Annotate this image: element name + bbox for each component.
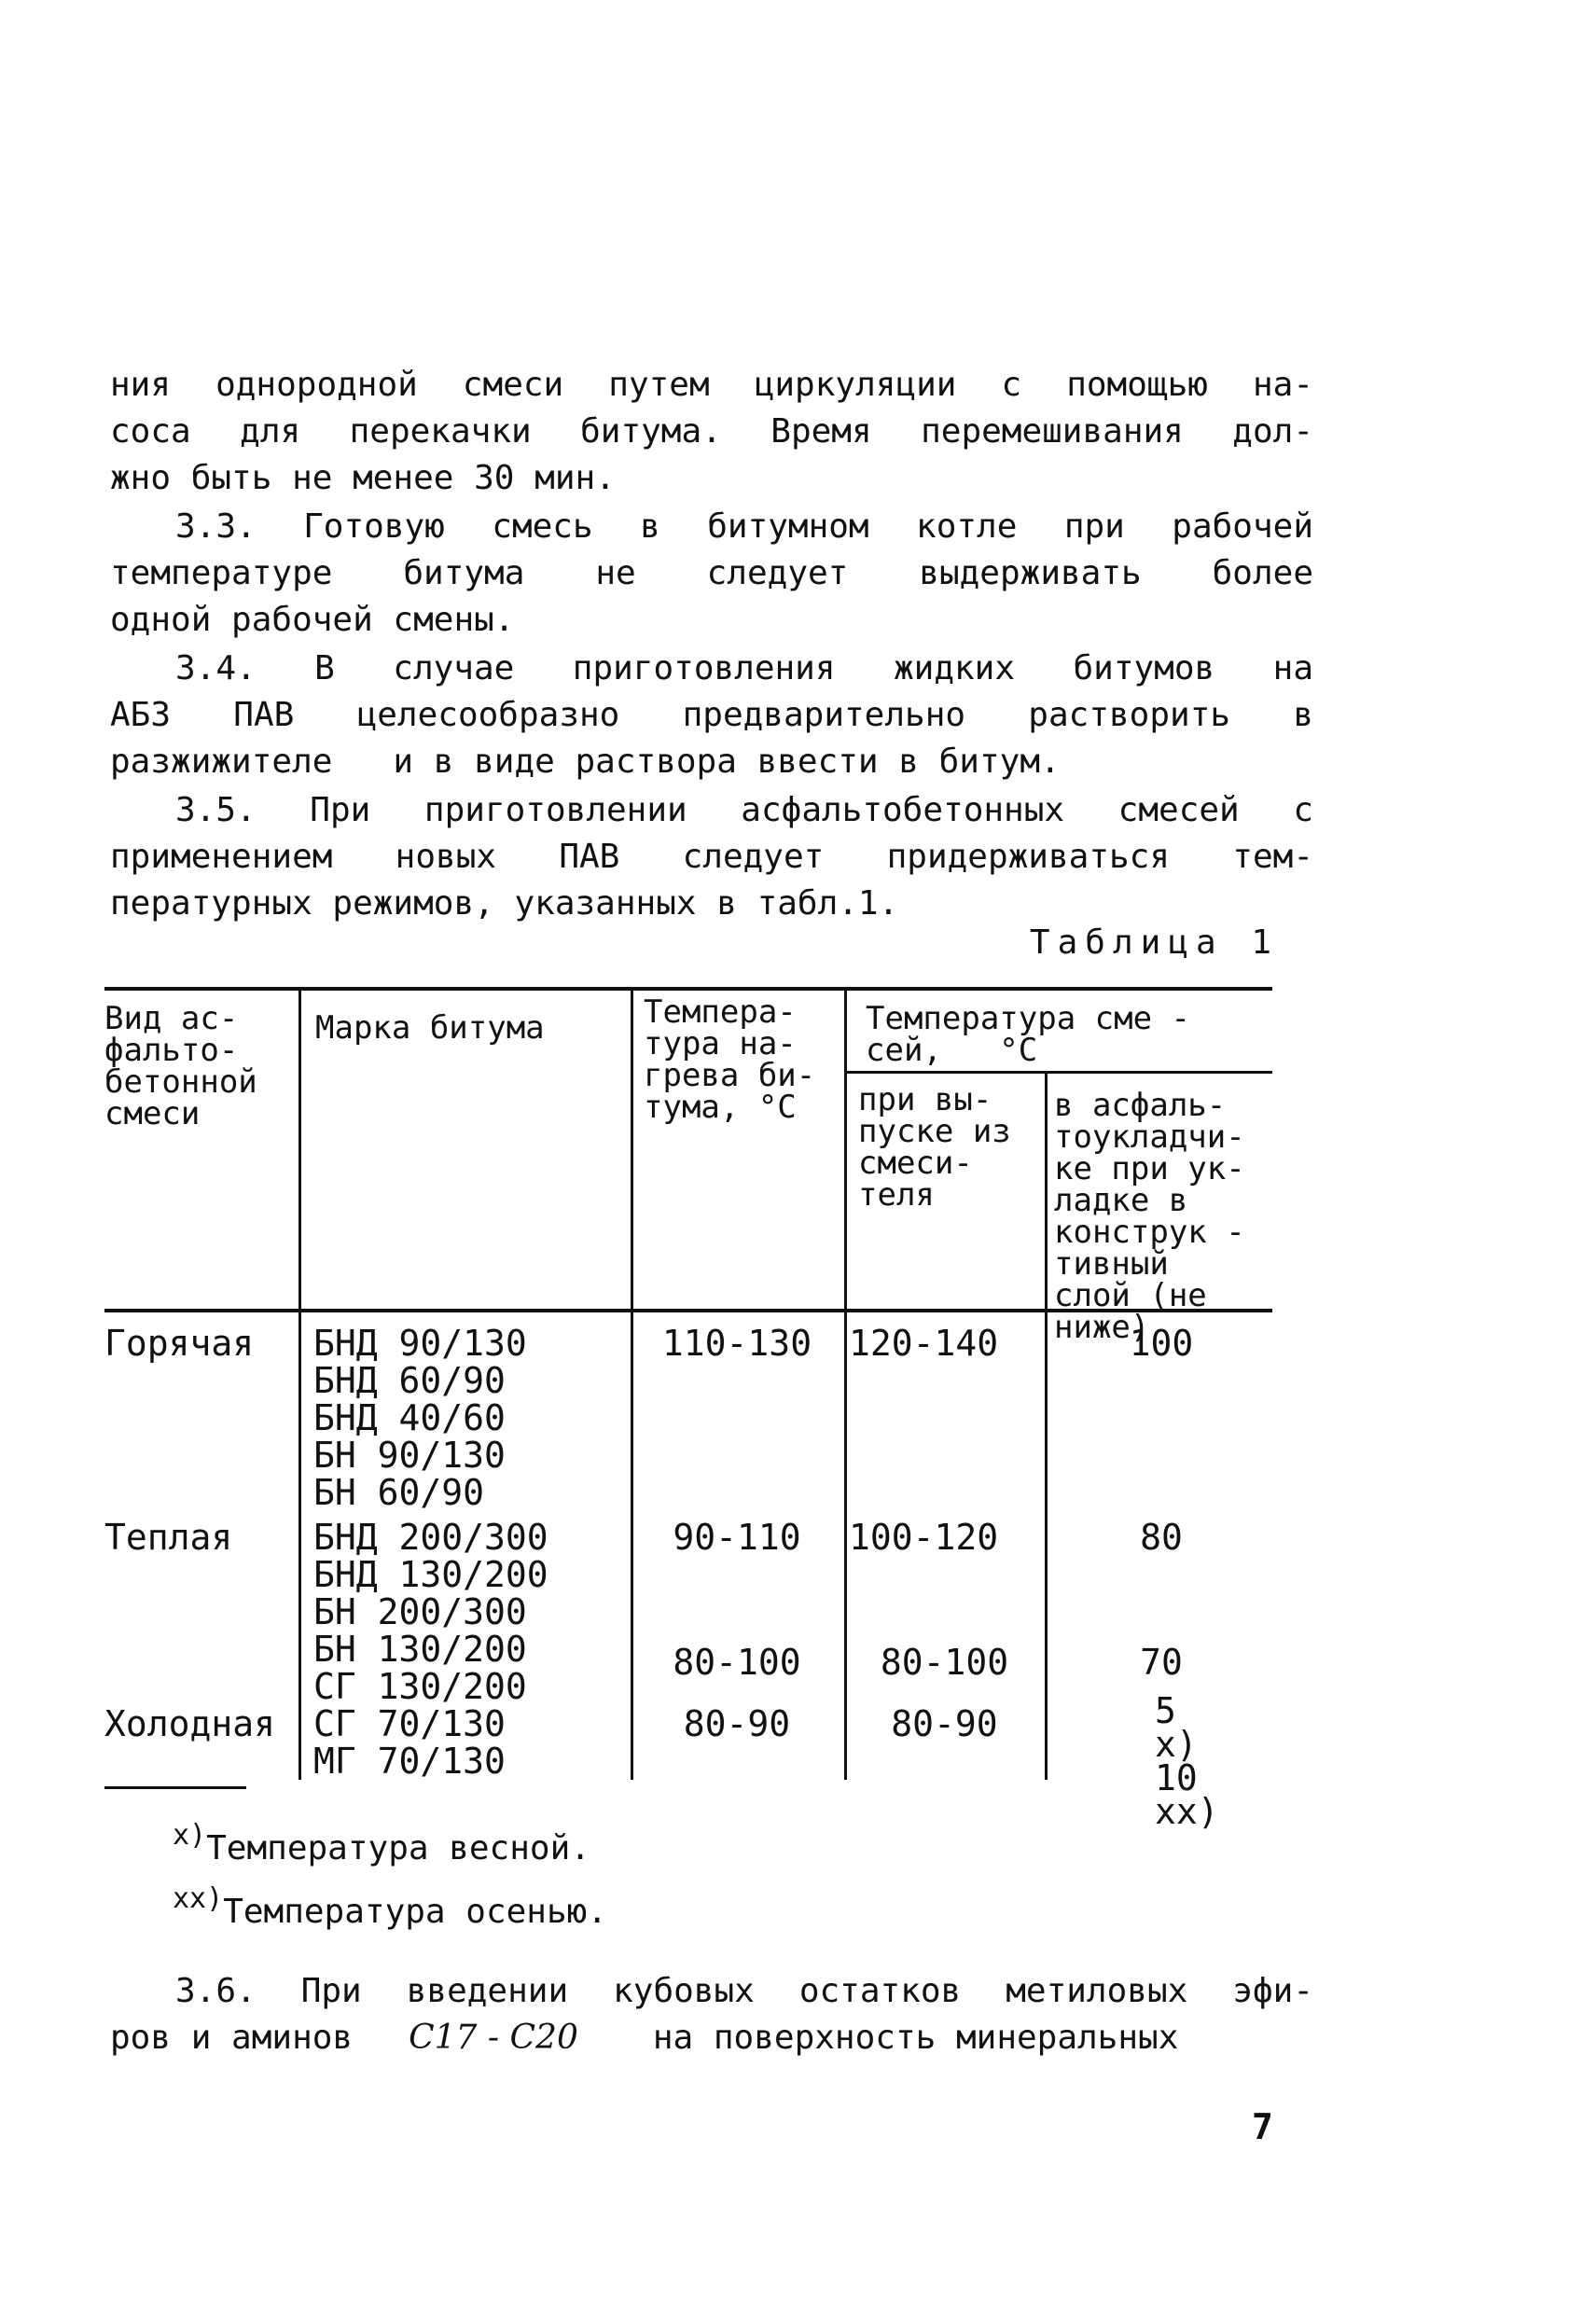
paragraph-3-3: [110, 504, 1313, 644]
row-paver-hot: 100: [1129, 1323, 1194, 1364]
text-line: пературных режимов, указанных в табл.1.: [110, 884, 899, 923]
footnote-autumn: [173, 1882, 607, 1931]
row-heat-hot: 110-130: [661, 1323, 812, 1364]
text-line: [110, 2015, 1313, 2061]
header-mix-type: Вид ас- фальто- бетонной смеси: [104, 1000, 257, 1132]
text-line: разжижителе и в виде раствора ввести в битум.: [110, 743, 1061, 781]
text-line: одной рабочей смены.: [110, 601, 515, 639]
row-paver-sg: 70: [1140, 1642, 1183, 1683]
text-fragment: на поверхность минеральных: [652, 2019, 1179, 2057]
row-grades-cold: СГ 70/130 МГ 70/130: [313, 1703, 506, 1782]
table-top-rule: [104, 987, 1272, 991]
paragraph-3-4: [110, 645, 1313, 785]
row-type-cold: Холодная: [104, 1703, 276, 1744]
text-line: соса для перекачки битума. Время перемешивания дол-: [110, 412, 1313, 451]
header-at-mixer: при вы- пуске из смеси- теля: [858, 1081, 1011, 1214]
column-divider: [844, 987, 847, 1780]
row-grades-hot: БНД 90/130 БНД 60/90 БНД 40/60 БН 90/130 БН 60/90: [313, 1323, 527, 1513]
footnote-mark: xx): [173, 1882, 224, 1915]
paragraph-3-6: [110, 1968, 1313, 2061]
row-mixer-sg: 80-100: [880, 1642, 1009, 1683]
row-mixer-hot: 120-140: [849, 1323, 999, 1364]
text-line: АБЗ ПАВ целесообразно предварительно растворить в: [110, 696, 1313, 734]
row-mixer-warm: 100-120: [849, 1517, 999, 1558]
footnote-text: Температура осенью.: [223, 1893, 607, 1931]
paragraph-3-5: [110, 787, 1313, 927]
column-divider: [631, 987, 633, 1780]
header-in-paver: в асфаль- тоукладчи- ке при ук- ладке в конструк - тивный слой (не ниже): [1054, 1087, 1245, 1346]
chemical-formula: C17 - C20: [409, 2019, 578, 2057]
row-grades-warm: БНД 200/300 БНД 130/200 БН 200/300 БН 130/200: [313, 1517, 548, 1670]
text-line: температуре битума не следует выдерживать более: [110, 554, 1313, 592]
row-type-hot: Горячая: [104, 1323, 255, 1364]
footnote-rule: [104, 1786, 246, 1789]
text-fragment: ров и аминов: [110, 2019, 354, 2057]
text-line: ния однородной смеси путем циркуляции с помощью на-: [110, 366, 1313, 404]
row-heat-sg: 80-100: [673, 1642, 801, 1683]
footnote-spring: [173, 1819, 590, 1867]
column-divider: [298, 987, 301, 1780]
header-mix-temp: Температура сме - сей, °С: [866, 1000, 1190, 1069]
row-heat-cold: 80-90: [683, 1703, 791, 1744]
table-caption: Таблица 1: [1029, 923, 1279, 962]
row-heat-warm: 90-110: [673, 1517, 801, 1558]
row-paver-cold: 5 x) 10 xx): [1155, 1690, 1219, 1832]
row-type-warm: Теплая: [104, 1517, 233, 1558]
text-line: 3.6. При введении кубовых остатков метиловых эфи-: [175, 1972, 1313, 2010]
header-group-rule: [844, 1071, 1272, 1074]
column-divider: [1045, 1073, 1048, 1780]
row-paver-warm: 80: [1140, 1517, 1183, 1558]
footnote-text: Температура весной.: [206, 1829, 590, 1867]
text-line: жно быть не менее 30 мин.: [110, 459, 616, 497]
footnote-mark: x): [173, 1819, 207, 1852]
header-bitumen-grade: Марка битума: [315, 1009, 545, 1047]
page-number: 7: [1252, 2106, 1273, 2147]
text-line: 3.5. При приготовлении асфальтобетонных смесей с: [175, 791, 1313, 829]
paragraph-continuation: [110, 362, 1313, 502]
text-line: 3.4. В случае приготовления жидких битумов на: [175, 649, 1313, 687]
header-heating-temp: Темпера- тура на- грева би- тума, °С: [644, 993, 816, 1126]
row-mixer-cold: 80-90: [891, 1703, 998, 1744]
text-line: 3.3. Готовую смесь в битумном котле при рабочей: [175, 507, 1313, 546]
row-grades-sg: СГ 130/200: [313, 1666, 527, 1707]
text-line: применением новых ПАВ следует придерживаться тем-: [110, 838, 1313, 876]
